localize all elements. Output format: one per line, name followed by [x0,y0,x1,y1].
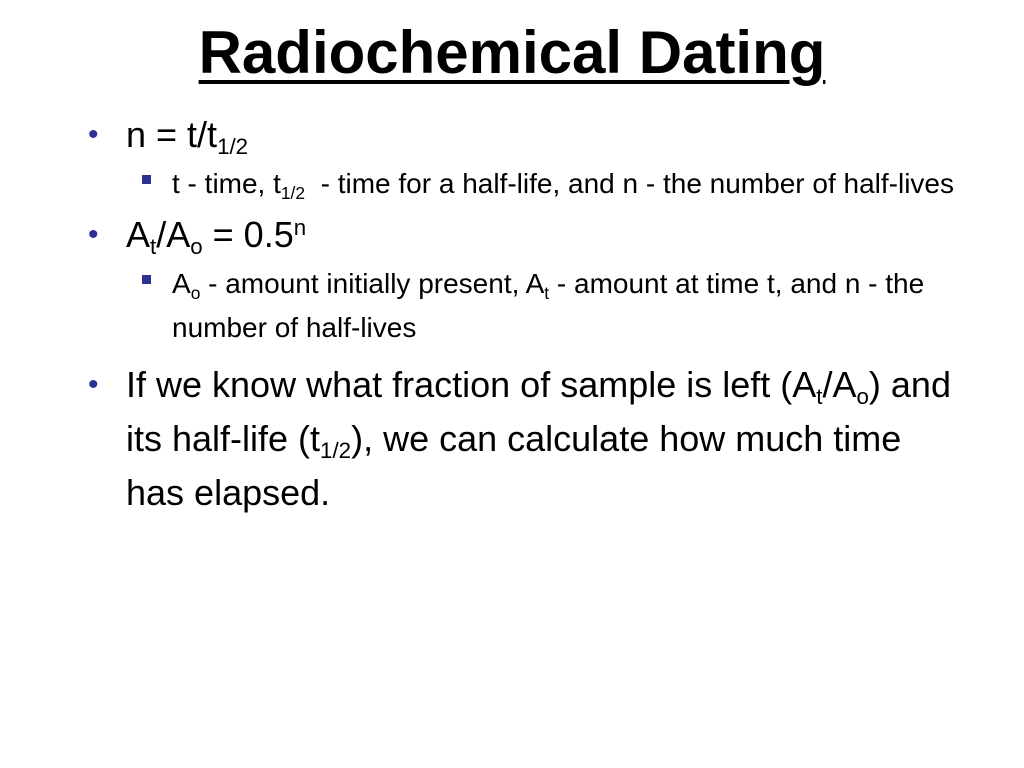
bullet-list [84,108,964,520]
definition-text: - amount at time t, and n - the number of half-lives [172,268,932,343]
conclusion-subscript: o [856,384,869,410]
formula-subscript: t [150,234,157,260]
square-bullet-icon [142,175,151,184]
bullet-amount-ratio [84,208,964,350]
bullet-dot-icon: • [88,368,99,401]
formula-text: /A [156,214,191,255]
bullet-dot-icon: • [88,118,99,151]
definition-subscript: 1/2 [280,182,306,203]
bullet-dot-icon: • [88,218,99,251]
definition-text: - time for a half-life, and n - the number of half-lives [305,168,954,199]
conclusion-subscript: 1/2 [320,438,352,464]
conclusion-text: /A [822,364,857,405]
formula-subscript: 1/2 [217,134,249,160]
conclusion-text: ), we can calculate how much time has elapsed. [126,418,902,513]
formula-subscript: o [190,234,203,260]
formula-text: = 0.5 [202,214,294,255]
bullet-conclusion [84,358,964,520]
formula-text: A [126,214,151,255]
bullet-half-life-count [84,108,964,206]
sub-bullet-definitions [126,162,964,206]
definition-subscript: t [544,282,550,303]
definition-subscript: o [190,282,201,303]
sub-bullet-definitions [126,262,964,350]
definition-text: - amount initially present, A [200,268,545,299]
definition-text: t - time, t [172,168,281,199]
square-bullet-icon [142,275,151,284]
conclusion-text: If we know what fraction of sample is left (A [126,364,817,405]
definition-text: A [172,268,191,299]
sub-list [126,162,964,206]
slide-title: Radiochemical Dating [198,19,826,86]
conclusion-text: ) and its half-life (t [126,364,951,459]
conclusion-subscript: t [816,384,823,410]
formula-text: n = t/t [126,114,218,155]
sub-list [126,262,964,350]
formula-superscript: n [293,214,307,240]
